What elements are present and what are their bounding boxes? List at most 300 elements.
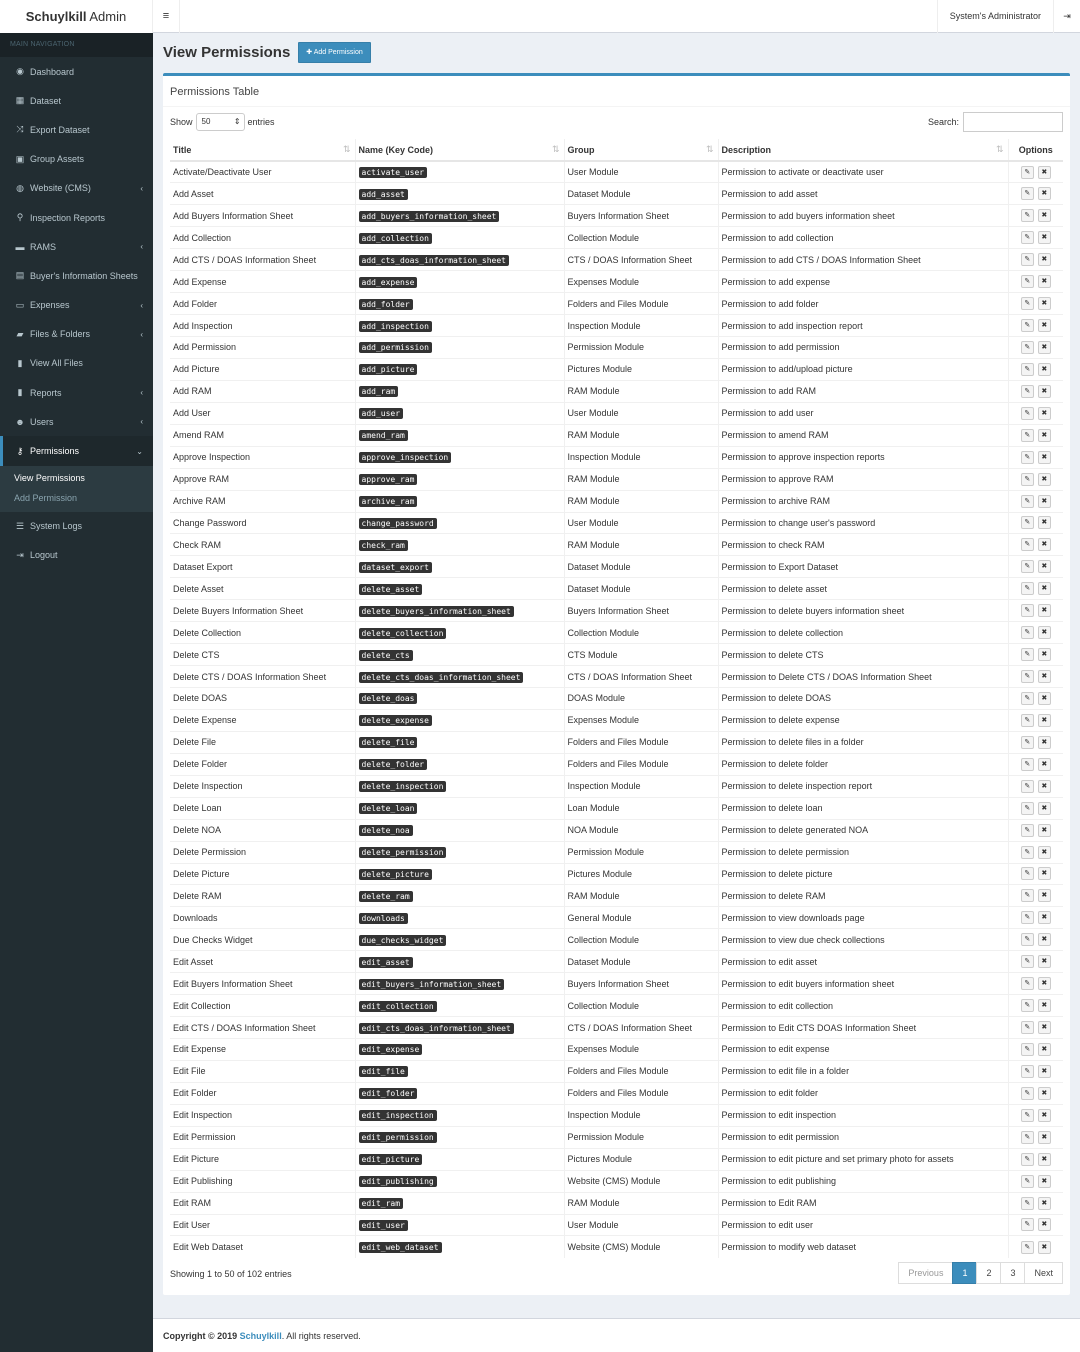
- edit-icon[interactable]: ✎: [1021, 363, 1034, 376]
- edit-icon[interactable]: ✎: [1021, 1109, 1034, 1122]
- delete-icon[interactable]: ✖: [1038, 846, 1051, 859]
- delete-icon[interactable]: ✖: [1038, 582, 1051, 595]
- sidebar-item-label: System Logs: [30, 521, 83, 532]
- edit-icon[interactable]: ✎: [1021, 560, 1034, 573]
- edit-icon[interactable]: ✎: [1021, 1153, 1034, 1166]
- delete-icon[interactable]: ✖: [1038, 824, 1051, 837]
- submenu-item-view-permissions[interactable]: View Permissions: [14, 472, 85, 483]
- edit-icon[interactable]: ✎: [1021, 166, 1034, 179]
- edit-icon[interactable]: ✎: [1021, 582, 1034, 595]
- sidebar-item-expenses[interactable]: [0, 291, 153, 320]
- entries-label: entries: [247, 117, 275, 127]
- edit-icon[interactable]: ✎: [1021, 429, 1034, 442]
- cell-title: Edit Publishing: [170, 1170, 355, 1192]
- edit-icon[interactable]: ✎: [1021, 802, 1034, 815]
- cell-key-code: [355, 907, 564, 929]
- sidebar-item-inspection-reports[interactable]: [0, 203, 153, 232]
- cell-key-code: [355, 841, 564, 863]
- cell-description: Permission to delete loan: [718, 797, 1008, 819]
- key-code-badge: add_ram: [359, 386, 399, 397]
- delete-icon[interactable]: ✖: [1038, 626, 1051, 639]
- cell-key-code: [355, 644, 564, 666]
- cell-description: Permission to edit permission: [718, 1126, 1008, 1148]
- column-header-group[interactable]: Group ⇅: [564, 139, 718, 161]
- delete-icon[interactable]: ✖: [1038, 955, 1051, 968]
- sidebar: [0, 0, 153, 1352]
- delete-icon[interactable]: ✖: [1038, 736, 1051, 749]
- column-header-name[interactable]: Name (Key Code) ⇅: [355, 139, 564, 161]
- table-row: [170, 468, 1063, 490]
- delete-icon[interactable]: ✖: [1038, 999, 1051, 1012]
- cell-key-code: [355, 863, 564, 885]
- table-icon: ▦: [15, 95, 25, 106]
- sidebar-item-files-folders[interactable]: [0, 320, 153, 349]
- cell-group: Pictures Module: [564, 863, 718, 885]
- cell-title: Edit RAM: [170, 1192, 355, 1214]
- cell-title: Approve RAM: [170, 468, 355, 490]
- cell-description: Permission to edit inspection: [718, 1104, 1008, 1126]
- delete-icon[interactable]: ✖: [1038, 714, 1051, 727]
- table-row: [170, 380, 1063, 402]
- sidebar-item-reports[interactable]: [0, 378, 153, 407]
- add-permission-button[interactable]: ✚ Add Permission: [298, 42, 370, 63]
- cell-key-code: [355, 1148, 564, 1170]
- delete-icon[interactable]: ✖: [1038, 867, 1051, 880]
- delete-icon[interactable]: ✖: [1038, 648, 1051, 661]
- delete-icon[interactable]: ✖: [1038, 1065, 1051, 1078]
- key-code-badge: check_ram: [359, 540, 408, 551]
- edit-icon[interactable]: ✎: [1021, 385, 1034, 398]
- delete-icon[interactable]: ✖: [1038, 1131, 1051, 1144]
- cell-title: Delete DOAS: [170, 688, 355, 710]
- cell-title: Delete CTS: [170, 644, 355, 666]
- sidebar-item-dataset[interactable]: [0, 86, 153, 115]
- sidebar-item-logout[interactable]: [0, 541, 153, 570]
- cell-key-code: [355, 512, 564, 534]
- cell-group: General Module: [564, 907, 718, 929]
- cell-key-code: [355, 578, 564, 600]
- users-icon: ☻: [15, 416, 25, 427]
- edit-icon[interactable]: ✎: [1021, 758, 1034, 771]
- delete-icon[interactable]: ✖: [1038, 1087, 1051, 1100]
- cell-group: RAM Module: [564, 1192, 718, 1214]
- brand-logo[interactable]: [0, 0, 153, 33]
- cell-description: Permission to edit publishing: [718, 1170, 1008, 1192]
- sidebar-item-permissions[interactable]: [0, 436, 153, 465]
- cell-key-code: [355, 797, 564, 819]
- sidebar-item-system-logs[interactable]: [0, 512, 153, 541]
- key-code-badge: edit_inspection: [359, 1110, 437, 1121]
- table-row: [170, 490, 1063, 512]
- edit-icon[interactable]: ✎: [1021, 933, 1034, 946]
- sidebar-item-website-cms[interactable]: [0, 174, 153, 203]
- list-icon: ☰: [15, 520, 25, 531]
- table-row: [170, 863, 1063, 885]
- table-row: [170, 1104, 1063, 1126]
- table-row: [170, 600, 1063, 622]
- edit-icon[interactable]: ✎: [1021, 516, 1034, 529]
- user-menu[interactable]: System's Administrator: [937, 0, 1053, 33]
- table-row: [170, 731, 1063, 753]
- cell-title: Change Password: [170, 512, 355, 534]
- cell-group: Pictures Module: [564, 358, 718, 380]
- edit-icon[interactable]: ✎: [1021, 1197, 1034, 1210]
- delete-icon[interactable]: ✖: [1038, 911, 1051, 924]
- delete-icon[interactable]: ✖: [1038, 495, 1051, 508]
- cell-options: [1008, 644, 1063, 666]
- sidebar-item-label: Export Dataset: [30, 124, 90, 135]
- search-input[interactable]: [963, 112, 1063, 132]
- edit-icon[interactable]: ✎: [1021, 341, 1034, 354]
- cell-options: [1008, 863, 1063, 885]
- sidebar-item-label: Users: [30, 416, 54, 427]
- delete-icon[interactable]: ✖: [1038, 758, 1051, 771]
- edit-icon[interactable]: ✎: [1021, 977, 1034, 990]
- cell-key-code: [355, 556, 564, 578]
- edit-icon[interactable]: ✎: [1021, 955, 1034, 968]
- edit-icon[interactable]: ✎: [1021, 231, 1034, 244]
- brand-suffix: Admin: [89, 9, 127, 24]
- cell-options: [1008, 688, 1063, 710]
- cell-title: Delete Expense: [170, 709, 355, 731]
- sidebar-item-dashboard[interactable]: [0, 57, 153, 86]
- cell-key-code: [355, 1039, 564, 1061]
- cell-options: [1008, 1236, 1063, 1258]
- search-icon: ⚲: [16, 212, 24, 223]
- cell-group: Pictures Module: [564, 1148, 718, 1170]
- edit-icon[interactable]: ✎: [1021, 648, 1034, 661]
- sidebar-item-group-assets[interactable]: [0, 145, 153, 174]
- cell-title: Delete Folder: [170, 753, 355, 775]
- random-icon: ⤨: [16, 124, 24, 135]
- delete-icon[interactable]: ✖: [1038, 516, 1051, 529]
- edit-icon[interactable]: ✎: [1021, 297, 1034, 310]
- cell-title: Amend RAM: [170, 424, 355, 446]
- page-button-1[interactable]: 1: [952, 1262, 977, 1284]
- delete-icon[interactable]: ✖: [1038, 473, 1051, 486]
- sidebar-item-label: Files & Folders: [30, 329, 91, 340]
- cell-title: Delete File: [170, 731, 355, 753]
- delete-icon[interactable]: ✖: [1038, 187, 1051, 200]
- table-header-row: [170, 139, 1063, 161]
- delete-icon[interactable]: ✖: [1038, 560, 1051, 573]
- cell-options: [1008, 534, 1063, 556]
- table-row: [170, 161, 1063, 183]
- delete-icon[interactable]: ✖: [1038, 977, 1051, 990]
- table-row: [170, 929, 1063, 951]
- delete-icon[interactable]: ✖: [1038, 1021, 1051, 1034]
- delete-icon[interactable]: ✖: [1038, 780, 1051, 793]
- cell-group: Folders and Files Module: [564, 753, 718, 775]
- cell-title: Due Checks Widget: [170, 929, 355, 951]
- delete-icon[interactable]: ✖: [1038, 297, 1051, 310]
- cell-group: CTS Module: [564, 644, 718, 666]
- edit-icon[interactable]: ✎: [1021, 604, 1034, 617]
- delete-icon[interactable]: ✖: [1038, 933, 1051, 946]
- edit-icon[interactable]: ✎: [1021, 626, 1034, 639]
- cell-description: Permission to delete collection: [718, 622, 1008, 644]
- cell-options: [1008, 1170, 1063, 1192]
- delete-icon[interactable]: ✖: [1038, 1197, 1051, 1210]
- sidebar-item-label: Dashboard: [30, 66, 75, 77]
- edit-icon[interactable]: ✎: [1021, 999, 1034, 1012]
- entries-select[interactable]: 50 ⇕: [196, 113, 245, 131]
- cell-options: [1008, 293, 1063, 315]
- cell-options: [1008, 1104, 1063, 1126]
- cell-description: Permission to delete picture: [718, 863, 1008, 885]
- key-code-badge: edit_file: [359, 1066, 408, 1077]
- cell-description: Permission to view downloads page: [718, 907, 1008, 929]
- table-body: [170, 161, 1063, 1258]
- table-row: [170, 644, 1063, 666]
- edit-icon[interactable]: ✎: [1021, 889, 1034, 902]
- cell-key-code: [355, 1017, 564, 1039]
- edit-icon[interactable]: ✎: [1021, 911, 1034, 924]
- cell-description: Permission to edit file in a folder: [718, 1060, 1008, 1082]
- table-info: Showing 1 to 50 of 102 entries: [170, 1269, 292, 1279]
- cell-title: Edit CTS / DOAS Information Sheet: [170, 1017, 355, 1039]
- delete-icon[interactable]: ✖: [1038, 451, 1051, 464]
- cell-group: User Module: [564, 402, 718, 424]
- id-card-icon: ▤: [15, 270, 25, 281]
- delete-icon[interactable]: ✖: [1038, 670, 1051, 683]
- table-row: [170, 556, 1063, 578]
- delete-icon[interactable]: ✖: [1038, 604, 1051, 617]
- sign-out-icon: ⇥: [16, 549, 24, 560]
- delete-icon[interactable]: ✖: [1038, 231, 1051, 244]
- cell-key-code: [355, 227, 564, 249]
- edit-icon[interactable]: ✎: [1021, 1175, 1034, 1188]
- submenu-item-add-permission[interactable]: Add Permission: [14, 492, 78, 503]
- cell-group: Permission Module: [564, 841, 718, 863]
- delete-icon[interactable]: ✖: [1038, 1153, 1051, 1166]
- key-code-badge: add_expense: [359, 277, 418, 288]
- edit-icon[interactable]: ✎: [1021, 473, 1034, 486]
- table-row: [170, 1148, 1063, 1170]
- cell-key-code: [355, 709, 564, 731]
- edit-icon[interactable]: ✎: [1021, 1218, 1034, 1231]
- edit-icon[interactable]: ✎: [1021, 780, 1034, 793]
- sign-out-icon[interactable]: ⇥: [1053, 0, 1080, 33]
- cell-description: Permission to add permission: [718, 337, 1008, 359]
- page-button-3[interactable]: 3: [1000, 1262, 1025, 1284]
- cell-options: [1008, 227, 1063, 249]
- cell-description: Permission to delete generated NOA: [718, 819, 1008, 841]
- delete-icon[interactable]: ✖: [1038, 319, 1051, 332]
- cell-key-code: [355, 731, 564, 753]
- cell-group: RAM Module: [564, 468, 718, 490]
- cell-description: Permission to delete inspection report: [718, 775, 1008, 797]
- delete-icon[interactable]: ✖: [1038, 209, 1051, 222]
- cell-group: Inspection Module: [564, 315, 718, 337]
- key-code-badge: delete_cts: [359, 650, 413, 661]
- key-code-badge: archive_ram: [359, 496, 418, 507]
- cell-key-code: [355, 1236, 564, 1258]
- delete-icon[interactable]: ✖: [1038, 253, 1051, 266]
- cell-options: [1008, 1148, 1063, 1170]
- cell-options: [1008, 775, 1063, 797]
- table-row: [170, 1192, 1063, 1214]
- table-row: [170, 1126, 1063, 1148]
- delete-icon[interactable]: ✖: [1038, 385, 1051, 398]
- column-header-title[interactable]: Title ⇅: [170, 139, 355, 161]
- delete-icon[interactable]: ✖: [1038, 341, 1051, 354]
- delete-icon[interactable]: ✖: [1038, 429, 1051, 442]
- table-row: [170, 709, 1063, 731]
- sidebar-item-users[interactable]: [0, 407, 153, 436]
- edit-icon[interactable]: ✎: [1021, 1241, 1034, 1254]
- cell-title: Delete Loan: [170, 797, 355, 819]
- cell-description: Permission to add RAM: [718, 380, 1008, 402]
- key-code-badge: add_folder: [359, 299, 413, 310]
- edit-icon[interactable]: ✎: [1021, 824, 1034, 837]
- cell-title: Add Collection: [170, 227, 355, 249]
- cell-title: Add Buyers Information Sheet: [170, 205, 355, 227]
- cell-key-code: [355, 271, 564, 293]
- column-header-description[interactable]: Description ⇅: [718, 139, 1008, 161]
- delete-icon[interactable]: ✖: [1038, 1109, 1051, 1122]
- cell-options: [1008, 1017, 1063, 1039]
- cell-title: Add User: [170, 402, 355, 424]
- sidebar-item-export-dataset[interactable]: [0, 115, 153, 144]
- delete-icon[interactable]: ✖: [1038, 1175, 1051, 1188]
- cell-key-code: [355, 249, 564, 271]
- delete-icon[interactable]: ✖: [1038, 363, 1051, 376]
- delete-icon[interactable]: ✖: [1038, 275, 1051, 288]
- cell-description: Permission to activate or deactivate user: [718, 161, 1008, 183]
- edit-icon[interactable]: ✎: [1021, 538, 1034, 551]
- table-row: [170, 885, 1063, 907]
- delete-icon[interactable]: ✖: [1038, 1043, 1051, 1056]
- footer-link[interactable]: Schuylkill: [239, 1331, 282, 1341]
- key-code-badge: add_buyers_information_sheet: [359, 211, 500, 222]
- delete-icon[interactable]: ✖: [1038, 407, 1051, 420]
- table-row: [170, 183, 1063, 205]
- page-button-2[interactable]: 2: [976, 1262, 1001, 1284]
- edit-icon[interactable]: ✎: [1021, 253, 1034, 266]
- sidebar-item-label: Website (CMS): [30, 183, 91, 194]
- show-label: Show: [170, 117, 193, 127]
- edit-icon[interactable]: ✎: [1021, 670, 1034, 683]
- key-code-badge: delete_doas: [359, 693, 418, 704]
- edit-icon[interactable]: ✎: [1021, 1087, 1034, 1100]
- chevron-left-icon: ‹: [140, 329, 143, 339]
- key-code-badge: approve_inspection: [359, 452, 452, 463]
- cell-options: [1008, 468, 1063, 490]
- permissions-submenu: [0, 466, 153, 512]
- chevron-left-icon: ‹: [140, 417, 143, 427]
- cell-title: Edit Buyers Information Sheet: [170, 973, 355, 995]
- edit-icon[interactable]: ✎: [1021, 451, 1034, 464]
- cell-options: [1008, 205, 1063, 227]
- sidebar-item-buyer-s-information-sheets[interactable]: [0, 261, 153, 290]
- cell-key-code: [355, 380, 564, 402]
- cell-group: RAM Module: [564, 424, 718, 446]
- key-code-badge: delete_cts_doas_information_sheet: [359, 672, 524, 683]
- delete-icon[interactable]: ✖: [1038, 166, 1051, 179]
- edit-icon[interactable]: ✎: [1021, 319, 1034, 332]
- permissions-table: [170, 139, 1063, 1258]
- edit-icon[interactable]: ✎: [1021, 1065, 1034, 1078]
- cell-description: Permission to edit collection: [718, 995, 1008, 1017]
- cell-description: Permission to Edit CTS DOAS Information Sheet: [718, 1017, 1008, 1039]
- table-row: [170, 1082, 1063, 1104]
- cell-group: User Module: [564, 161, 718, 183]
- edit-icon[interactable]: ✎: [1021, 736, 1034, 749]
- cell-group: Permission Module: [564, 337, 718, 359]
- delete-icon[interactable]: ✖: [1038, 1218, 1051, 1231]
- edit-icon[interactable]: ✎: [1021, 867, 1034, 880]
- edit-icon[interactable]: ✎: [1021, 846, 1034, 859]
- edit-icon[interactable]: ✎: [1021, 495, 1034, 508]
- cell-description: Permission to change user's password: [718, 512, 1008, 534]
- edit-icon[interactable]: ✎: [1021, 1021, 1034, 1034]
- table-row: [170, 512, 1063, 534]
- cell-group: Dataset Module: [564, 578, 718, 600]
- sidebar-item-label: Reports: [30, 387, 62, 398]
- file-text-icon: ▮: [17, 387, 23, 398]
- previous-page-button[interactable]: Previous: [898, 1262, 953, 1284]
- cell-group: Buyers Information Sheet: [564, 600, 718, 622]
- edit-icon[interactable]: ✎: [1021, 692, 1034, 705]
- cell-key-code: [355, 490, 564, 512]
- delete-icon[interactable]: ✖: [1038, 538, 1051, 551]
- cell-group: Buyers Information Sheet: [564, 973, 718, 995]
- delete-icon[interactable]: ✖: [1038, 802, 1051, 815]
- edit-icon[interactable]: ✎: [1021, 275, 1034, 288]
- cell-key-code: [355, 885, 564, 907]
- cell-key-code: [355, 1126, 564, 1148]
- cell-description: Permission to amend RAM: [718, 424, 1008, 446]
- cell-description: Permission to delete CTS: [718, 644, 1008, 666]
- cell-title: Dataset Export: [170, 556, 355, 578]
- entries-length-control: [170, 113, 275, 131]
- key-code-badge: delete_inspection: [359, 781, 447, 792]
- edit-icon[interactable]: ✎: [1021, 407, 1034, 420]
- sidebar-item-rams[interactable]: [0, 232, 153, 261]
- cell-options: [1008, 424, 1063, 446]
- cell-title: Edit Folder: [170, 1082, 355, 1104]
- sidebar-item-label: Expenses: [30, 300, 70, 311]
- table-row: [170, 1236, 1063, 1258]
- cell-title: Edit User: [170, 1214, 355, 1236]
- cell-group: RAM Module: [564, 534, 718, 556]
- cell-title: Delete CTS / DOAS Information Sheet: [170, 666, 355, 688]
- edit-icon[interactable]: ✎: [1021, 1043, 1034, 1056]
- edit-icon[interactable]: ✎: [1021, 187, 1034, 200]
- next-page-button[interactable]: Next: [1024, 1262, 1063, 1284]
- cell-description: Permission to archive RAM: [718, 490, 1008, 512]
- cell-key-code: [355, 293, 564, 315]
- sidebar-item-view-all-files[interactable]: [0, 349, 153, 378]
- pagination: [899, 1262, 1063, 1284]
- cell-description: Permission to edit buyers information sheet: [718, 973, 1008, 995]
- delete-icon[interactable]: ✖: [1038, 889, 1051, 902]
- delete-icon[interactable]: ✖: [1038, 1241, 1051, 1254]
- key-code-badge: edit_collection: [359, 1001, 437, 1012]
- cell-title: Add Inspection: [170, 315, 355, 337]
- key-code-badge: delete_collection: [359, 628, 447, 639]
- key-code-badge: add_inspection: [359, 321, 432, 332]
- edit-icon[interactable]: ✎: [1021, 209, 1034, 222]
- cell-description: Permission to Delete CTS / DOAS Information Sheet: [718, 666, 1008, 688]
- edit-icon[interactable]: ✎: [1021, 1131, 1034, 1144]
- cell-description: Permission to check RAM: [718, 534, 1008, 556]
- sidebar-toggle-button[interactable]: ≡: [153, 0, 180, 33]
- cell-group: CTS / DOAS Information Sheet: [564, 249, 718, 271]
- delete-icon[interactable]: ✖: [1038, 692, 1051, 705]
- edit-icon[interactable]: ✎: [1021, 714, 1034, 727]
